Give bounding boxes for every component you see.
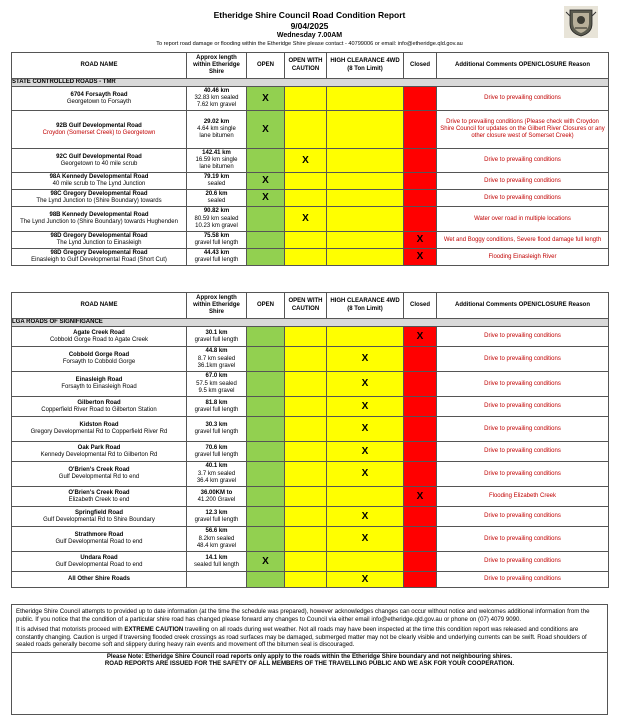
status-mark: X [416,251,424,263]
road-row [12,327,609,347]
length-line: sealed [207,198,226,205]
road-comment: Drive to prevailing conditions [437,442,609,462]
road-length-cell [187,397,247,417]
status-closed-cell [404,249,437,266]
road-row [12,487,609,507]
status-caution-cell [285,397,327,417]
status-closed-cell [404,417,437,442]
col-hc4wd: HIGH CLEARANCE 4WD (8 Ton Limit) [327,53,404,79]
length-line: 36.1km gravel [197,362,236,369]
road-comment: Flooding Elizabeth Creek [437,487,609,507]
column-header-row [12,293,609,319]
road-name-cell [12,249,187,266]
status-mark: X [361,510,369,522]
road-length-cell [187,552,247,572]
length-line: lane bitumen [199,133,234,140]
road-name: Agate Creek Road [73,329,125,336]
length-line: 32.83 km sealed [194,95,239,102]
status-caution-cell [285,372,327,397]
report-time: Wednesday 7.00AM [276,32,343,39]
status-closed-cell [404,207,437,232]
length-line: 29.02 km [203,118,230,125]
disclaimer-box [11,604,608,715]
length-line: gravel full length [194,429,239,436]
road-extent: Georgetown to 40 mile scrub [60,160,138,167]
road-length-cell [187,173,247,190]
length-line: 14.1 km [205,554,228,561]
road-row [12,207,609,232]
road-name: Springfield Road [75,509,123,516]
road-comment: Water over road in multiple locations [437,207,609,232]
length-line: gravel full length [194,406,239,413]
length-line: 56.6 km [205,528,228,535]
road-extent: Georgetown to Forsayth [66,98,132,105]
status-open-cell [247,397,285,417]
status-caution-cell [285,173,327,190]
status-closed-cell [404,111,437,149]
road-name-cell [12,462,187,487]
road-row [12,249,609,266]
col-road-name: ROAD NAME [12,53,187,79]
status-hc4wd-cell [327,232,404,249]
status-open-cell [247,572,285,588]
road-name: Undara Road [80,554,118,561]
status-mark: X [361,533,369,545]
length-line: 44.43 km [203,250,230,256]
status-mark: X [361,423,369,435]
status-closed-cell [404,347,437,372]
road-row [12,417,609,442]
column-header-row [12,53,609,79]
caution-text: It is advised that motorists proceed with EXTREME CAUTION travelling on all roads during wet weather. Not all roads may have been inspected at the time this condition report was released and conditions are constantly changing. Caution is urged if traversing flooded creek crossings as road surfaces may be damaged, submerged matter may not be clearly visible and underlying currents can be swift. Road shoulders of sealed roads generally become soft and slippery during heavy rain events and movement off the bitumen seal is discouraged. [16,626,587,648]
road-row [12,372,609,397]
road-name: Strathmore Road [74,532,124,538]
status-caution-cell [285,207,327,232]
road-row [12,232,609,249]
col-hc4wd: HIGH CLEARANCE 4WD (8 Ton Limit) [327,293,404,319]
road-extent: Forsayth to Cobbold Gorge [62,359,136,366]
col-length: Approx length within Etheridge Shire [187,293,247,319]
length-line: lane bitumen [199,164,234,171]
status-mark: X [361,353,369,365]
road-extent: Elizabeth Creek to end [68,496,130,503]
status-open-cell [247,347,285,372]
status-caution-cell [285,487,327,507]
road-comment: Drive to prevailing conditions [437,462,609,487]
road-length-cell [187,232,247,249]
road-extent: Gulf Developmental Rd to Shire Boundary [43,516,155,523]
section-row [12,319,609,327]
length-line: 8.2km sealed [198,535,235,542]
status-open-cell [247,442,285,462]
road-name-cell [12,372,187,397]
status-mark: X [416,330,424,342]
length-line: 30.3 km [205,422,228,428]
col-road-name: ROAD NAME [12,293,187,319]
status-open-cell [247,417,285,442]
road-extent: Gregory Developmental Rd to Copperfield River Rd [30,429,168,436]
length-line: 4.64 km single [197,126,236,133]
disclaimer-text: Etheridge Shire Council attempts to provided up to date information (at the time the schedule was prepared), however acknowledges changes can occur without notice and welcomes additional information from the public. If you notice that the condition of a particular shire road has changed please forward any changes to Council via either email info@etheridge.qld.gov.au or phone on (07) 4079 9090. [16,608,590,623]
road-length-cell [187,527,247,552]
status-closed-cell [404,327,437,347]
road-name: 6704 Forsayth Road [70,91,128,98]
road-comment: Drive to prevailing conditions (Please check with Croydon Shire Council for updates on the Gilbert River Closures or any other closure west of Somerset Creek) [437,111,609,149]
road-row [12,442,609,462]
road-row [12,552,609,572]
status-closed-cell [404,507,437,527]
road-comment: Drive to prevailing conditions [437,149,609,173]
road-length-cell [187,417,247,442]
length-line: 40.1 km [205,463,228,470]
col-closed: Closed [404,53,437,79]
status-mark: X [361,445,369,457]
road-name-cell [12,442,187,462]
status-hc4wd-cell [327,87,404,111]
road-length-cell [187,487,247,507]
length-line: 36.00KM to [200,489,233,496]
road-name-cell [12,149,187,173]
status-hc4wd-cell [327,207,404,232]
section-row [12,79,609,87]
road-comment: Drive to prevailing conditions [437,397,609,417]
status-closed-cell [404,552,437,572]
status-hc4wd-cell [327,527,404,552]
status-closed-cell [404,442,437,462]
status-hc4wd-cell [327,347,404,372]
length-line: 12.3 km [205,509,228,516]
status-open-cell [247,207,285,232]
status-open-cell [247,527,285,552]
council-crest-icon [564,6,598,38]
col-comments: Additional Comments OPEN/CLOSURE Reason [437,293,609,319]
road-row [12,190,609,207]
length-line: 80.59 km sealed [194,215,239,222]
length-line: 44.8 km [205,348,228,355]
status-hc4wd-cell [327,190,404,207]
road-name: 98D Gregory Developmental Road [50,233,148,239]
safety-notice: ROAD REPORTS ARE ISSUED FOR THE SAFETY OF ALL MEMBERS OF THE TRAVELLING PUBLIC AND WE ASK FOR YOUR COOPERATION. [104,660,515,667]
road-extent: The Lynd Junction to (Shire Boundary) towards [36,198,162,205]
length-line: 67.0 km [205,373,228,380]
state-roads-table [11,52,609,266]
status-mark: X [361,468,369,480]
status-hc4wd-cell [327,462,404,487]
status-caution-cell [285,572,327,588]
road-extent: Gulf Developmental Road to end [55,539,143,546]
status-caution-cell [285,527,327,552]
status-closed-cell [404,190,437,207]
length-line: 3.7 km sealed [197,470,236,477]
status-closed-cell [404,527,437,552]
length-line: 9.5 km gravel [198,387,235,394]
road-extent: 40 mile scrub to The Lynd Junction [52,181,146,188]
road-row [12,87,609,111]
contact-line: To report road damage or flooding within the Etheridge Shire please contact - 40799006 or email: info@etheridge.qld.gov.au [156,41,463,47]
road-name-cell [12,487,187,507]
status-caution-cell [285,87,327,111]
length-line: 30.1 km [205,329,228,336]
road-length-cell [187,111,247,149]
road-comment: Drive to prevailing conditions [437,173,609,190]
road-comment: Drive to prevailing conditions [437,87,609,111]
status-open-cell [247,190,285,207]
road-extent: Croydon (Somerset Creek) to Georgetown [42,129,156,136]
status-mark: X [262,123,269,135]
status-caution-cell [285,232,327,249]
length-line: 16.59 km single [195,157,238,164]
status-hc4wd-cell [327,173,404,190]
road-name-cell [12,190,187,207]
road-name-cell [12,173,187,190]
status-open-cell [247,327,285,347]
road-comment: Drive to prevailing conditions [437,527,609,552]
road-name-cell [12,327,187,347]
length-line: sealed full length [193,561,240,568]
road-name-cell [12,87,187,111]
road-name-cell [12,111,187,149]
col-caution: OPEN WITH CAUTION [285,53,327,79]
status-closed-cell [404,397,437,417]
status-closed-cell [404,462,437,487]
col-comments: Additional Comments OPEN/CLOSURE Reason [437,53,609,79]
status-caution-cell [285,149,327,173]
road-name-cell [12,572,187,588]
status-closed-cell [404,372,437,397]
status-caution-cell [285,327,327,347]
status-caution-cell [285,462,327,487]
status-open-cell [247,487,285,507]
road-name-cell [12,347,187,372]
road-name: 92B Gulf Developmental Road [56,122,142,129]
status-open-cell [247,462,285,487]
status-mark: X [302,213,309,225]
road-name-cell [12,417,187,442]
road-name-cell [12,397,187,417]
length-line: 70.6 km [205,444,228,451]
road-row [12,397,609,417]
road-name-cell [12,232,187,249]
road-length-cell [187,462,247,487]
length-line: 142.41 km [202,149,231,156]
status-caution-cell [285,249,327,266]
status-closed-cell [404,232,437,249]
road-extent: Gulf Developmental Rd to end [58,474,140,481]
road-comment: Drive to prevailing conditions [437,372,609,397]
status-hc4wd-cell [327,149,404,173]
road-extent: Cobbold Gorge Road to Agate Creek [49,336,149,343]
length-line: 81.8 km [205,399,228,406]
road-length-cell [187,207,247,232]
status-mark: X [262,175,269,187]
length-line: 79.19 km [203,174,230,180]
road-extent: Forsayth to Einasleigh Road [61,384,137,391]
road-extent: Copperfield River Road to Gilberton Station [41,406,157,413]
status-closed-cell [404,487,437,507]
col-closed: Closed [404,293,437,319]
length-line: 40.46 km [203,87,230,94]
length-line: 20.6 km [205,191,228,197]
report-date: 9/04/2025 [290,21,329,31]
status-open-cell [247,149,285,173]
road-length-cell [187,572,247,588]
status-hc4wd-cell [327,111,404,149]
status-hc4wd-cell [327,572,404,588]
road-extent: The Lynd Junction to Einasleigh [56,240,142,247]
road-comment: Flooding Einasleigh River [437,249,609,266]
length-line: 10.23 km gravel [195,222,238,229]
status-open-cell [247,372,285,397]
status-caution-cell [285,190,327,207]
road-length-cell [187,249,247,266]
status-caution-cell [285,111,327,149]
status-closed-cell [404,572,437,588]
status-open-cell [247,173,285,190]
status-hc4wd-cell [327,249,404,266]
status-closed-cell [404,87,437,111]
status-open-cell [247,111,285,149]
road-extent: Kennedy Developmental Rd to Gilberton Rd [40,451,158,458]
road-comment: Drive to prevailing conditions [437,572,609,588]
status-hc4wd-cell [327,327,404,347]
road-name-cell [12,552,187,572]
road-comment: Drive to prevailing conditions [437,507,609,527]
road-extent: Einasleigh to Gulf Developmental Road (Short Cut) [31,257,167,264]
status-open-cell [247,87,285,111]
road-name: Oak Park Road [77,444,121,451]
status-hc4wd-cell [327,552,404,572]
road-length-cell [187,327,247,347]
status-mark: X [416,490,424,502]
length-line: sealed [207,181,226,188]
status-open-cell [247,552,285,572]
road-row [12,507,609,527]
road-row [12,173,609,190]
col-open: OPEN [247,293,285,319]
lga-roads-table [11,292,609,588]
road-row [12,149,609,173]
road-length-cell [187,507,247,527]
status-open-cell [247,507,285,527]
road-row [12,111,609,149]
road-name: 98A Kennedy Developmental Road [49,174,149,180]
road-name-cell [12,527,187,552]
road-length-cell [187,149,247,173]
status-closed-cell [404,149,437,173]
col-caution: OPEN WITH CAUTION [285,293,327,319]
status-caution-cell [285,417,327,442]
status-mark: X [416,234,424,246]
road-name: O'Brien's Creek Road [68,467,130,473]
road-row [12,462,609,487]
status-mark: X [262,192,269,204]
length-line: gravel full length [194,451,239,458]
road-comment: Wet and Boggy conditions, Severe flood damage full length [437,232,609,249]
col-length: Approx length within Etheridge Shire [187,53,247,79]
status-caution-cell [285,347,327,372]
road-name: 92C Gulf Developmental Road [56,153,142,160]
section-lga-roads: LGA ROADS OF SIGNIFIGANCE [12,319,609,327]
road-name-cell [12,207,187,232]
road-comment: Drive to prevailing conditions [437,190,609,207]
report-title: Etheridge Shire Council Road Condition Report [213,10,406,20]
status-mark: X [262,92,269,104]
status-mark: X [361,378,369,390]
road-length-cell [187,190,247,207]
shire-boundary-note: Please Note: Etheridge Shire Council road reports only apply to the roads within the Etheridge Shire boundary and not neighbouring shires. [106,652,513,660]
length-line: gravel full length [194,336,239,343]
length-line: 36.4 km gravel [196,477,237,484]
road-name: 98C Gregory Developmental Road [50,191,148,197]
road-extent: Gulf Developmental Road to end [55,561,143,568]
length-line: gravel full length [194,257,239,264]
length-line: 57.5 km sealed [196,380,237,387]
status-hc4wd-cell [327,487,404,507]
status-mark: X [361,573,369,585]
road-length-cell [187,442,247,462]
status-hc4wd-cell [327,417,404,442]
road-length-cell [187,372,247,397]
road-row [12,572,609,588]
road-name: Kidston Road [79,422,119,428]
length-line: gravel full length [194,240,239,247]
report-header [0,0,619,50]
road-row [12,347,609,372]
length-line: 90.82 km [203,208,230,215]
status-mark: X [361,400,369,412]
length-line: 48.4 km gravel [196,542,237,549]
road-name: Einasleigh Road [75,377,123,383]
status-caution-cell [285,552,327,572]
status-caution-cell [285,442,327,462]
length-line: 8.7 km sealed [197,355,236,362]
length-line: 41.200 Gravel [197,496,236,503]
col-open: OPEN [247,53,285,79]
section-state-roads: STATE CONTROLLED ROADS - TMR [12,79,609,87]
road-length-cell [187,87,247,111]
road-extent: The Lynd Junction to (Shire Boundary) towards Hughenden [20,219,178,226]
status-open-cell [247,232,285,249]
length-line: 75.58 km [203,233,230,239]
road-row [12,527,609,552]
status-closed-cell [404,173,437,190]
status-mark: X [262,555,269,567]
road-name: 98B Kennedy Developmental Road [49,212,149,218]
road-comment: Drive to prevailing conditions [437,552,609,572]
status-hc4wd-cell [327,442,404,462]
length-line: 7.62 km gravel [196,102,237,109]
road-comment: Drive to prevailing conditions [437,347,609,372]
road-comment: Drive to prevailing conditions [437,417,609,442]
road-name: All Other Shire Roads [67,576,130,583]
length-line: gravel full length [194,516,239,523]
status-hc4wd-cell [327,507,404,527]
road-name-cell [12,507,187,527]
road-comment: Drive to prevailing conditions [437,327,609,347]
status-caution-cell [285,507,327,527]
status-hc4wd-cell [327,397,404,417]
road-name: 98D Gregory Developmental Road [50,250,148,256]
status-hc4wd-cell [327,372,404,397]
road-name: O'Brien's Creek Road [68,489,130,496]
status-open-cell [247,249,285,266]
road-name: Cobbold Gorge Road [68,352,130,358]
road-length-cell [187,347,247,372]
road-name: Gilberton Road [77,399,121,406]
status-mark: X [302,154,309,166]
